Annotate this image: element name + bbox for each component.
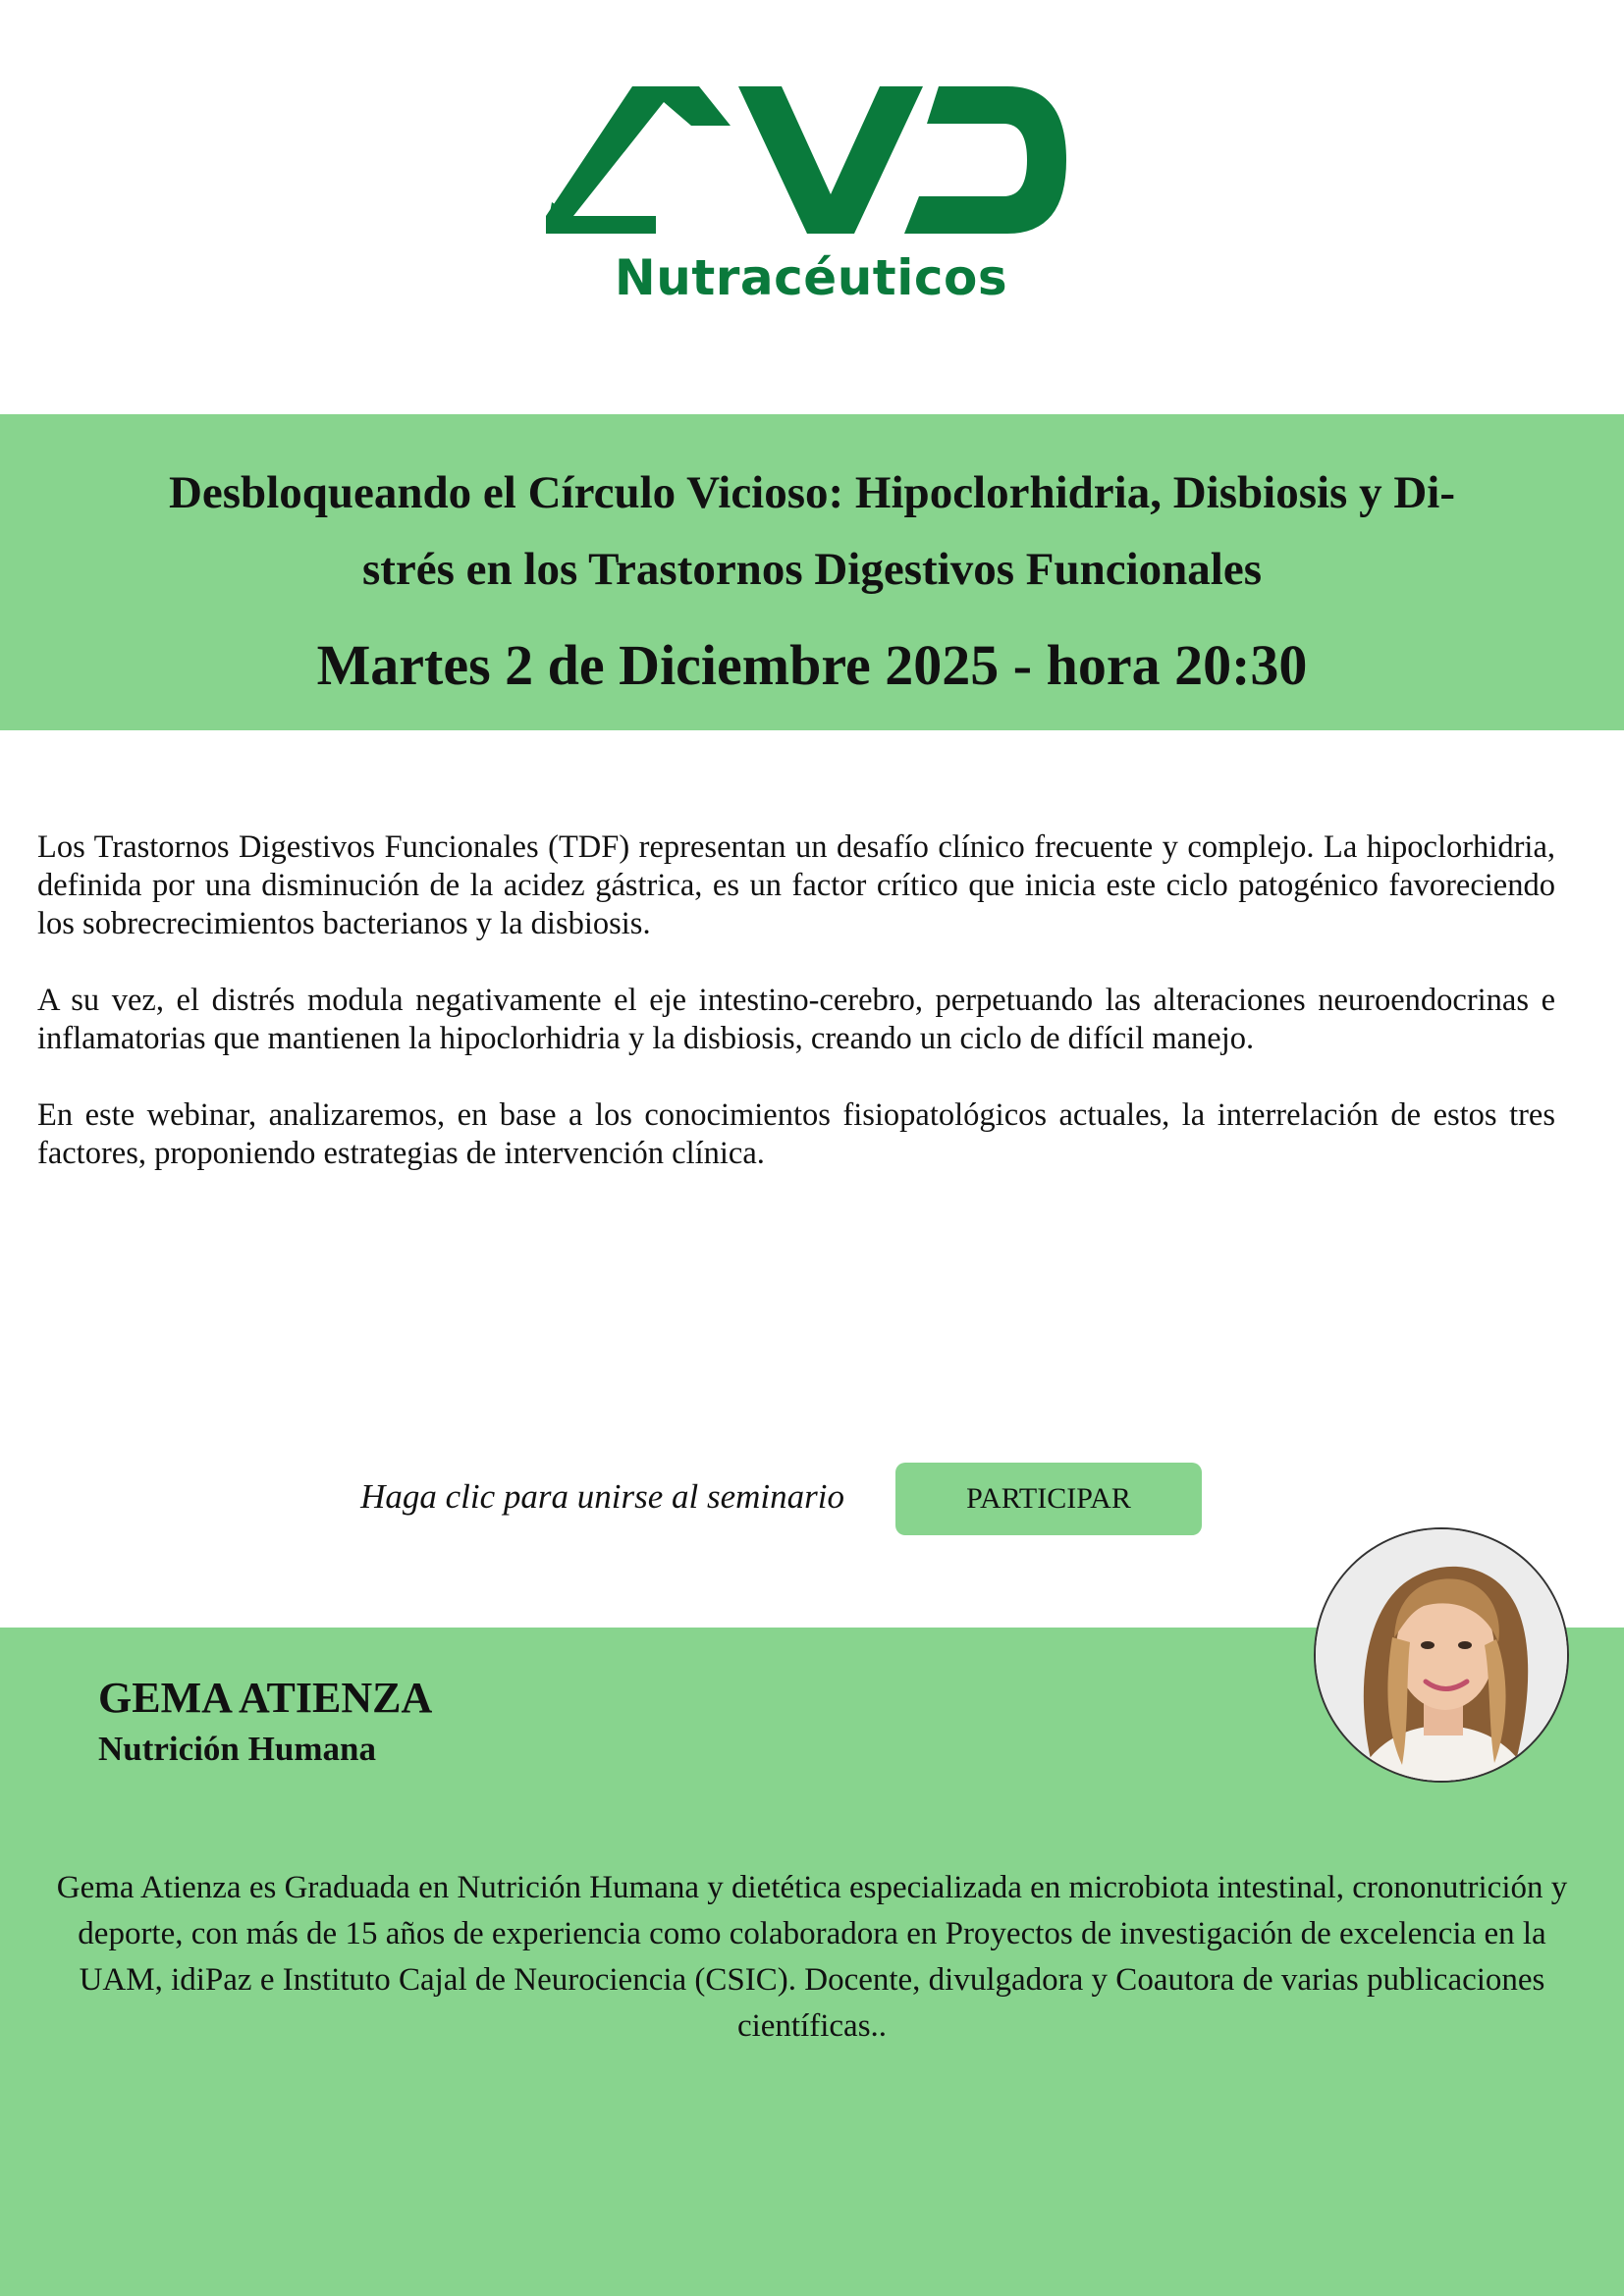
event-title bbox=[39, 454, 1585, 608]
event-title-line-1: Desbloqueando el Círculo Vicioso: Hipoclorhidria, Disbiosis y Di- bbox=[168, 467, 1456, 518]
event-description bbox=[37, 828, 1555, 1211]
description-paragraph-2: A su vez, el distrés modula negativamente el eje intestino-cerebro, perpetuando las alteraciones neuroendocrinas e inflamatorias que mantienen la hipoclorhidria y la disbiosis, creando un ciclo de difícil manejo. bbox=[37, 983, 1555, 1056]
description-paragraph-3: En este webinar, analizaremos, en base a los conocimientos fisiopatológicos actuales, la interrelación de estos tres factores, proponiendo estrategias de intervención clínica. bbox=[37, 1097, 1555, 1171]
speaker-name: GEMA ATIENZA bbox=[98, 1674, 433, 1722]
description-paragraph-1: Los Trastornos Digestivos Funcionales (TDF) representan un desafío clínico frecuente y complejo. La hipoclorhidria, definida por una disminución de la acidez gástrica, es un factor crítico que inicia este ciclo patogénico favoreciendo los sobrecrecimientos bacterianos y la disbiosis. bbox=[37, 829, 1555, 941]
avd-logo bbox=[546, 86, 1066, 234]
speaker-avatar bbox=[1314, 1527, 1569, 1783]
speaker-photo bbox=[1316, 1529, 1567, 1781]
speaker-bio: Gema Atienza es Graduada en Nutrición Humana y dietética especializada en microbiota intestinal, crononutrición y deporte, con más de 15 años de experiencia como colaboradora en Proyectos de investigación de excelencia en la UAM, idiPaz e Instituto Cajal de Neurociencia (CSIC). Docente, divulgadora y Coautora de varias publicaciones científicas.. bbox=[56, 1870, 1568, 2044]
brand-subtitle: Nutracéuticos bbox=[614, 249, 1008, 306]
event-date: Martes 2 de Diciembre 2025 - hora 20:30 bbox=[316, 633, 1308, 697]
participate-button[interactable]: PARTICIPAR bbox=[895, 1463, 1202, 1535]
speaker-role: Nutrición Humana bbox=[98, 1730, 376, 1768]
join-prompt: Haga clic para unirse al seminario bbox=[360, 1477, 844, 1516]
event-title-line-2: strés en los Trastornos Digestivos Funcionales bbox=[361, 544, 1263, 595]
